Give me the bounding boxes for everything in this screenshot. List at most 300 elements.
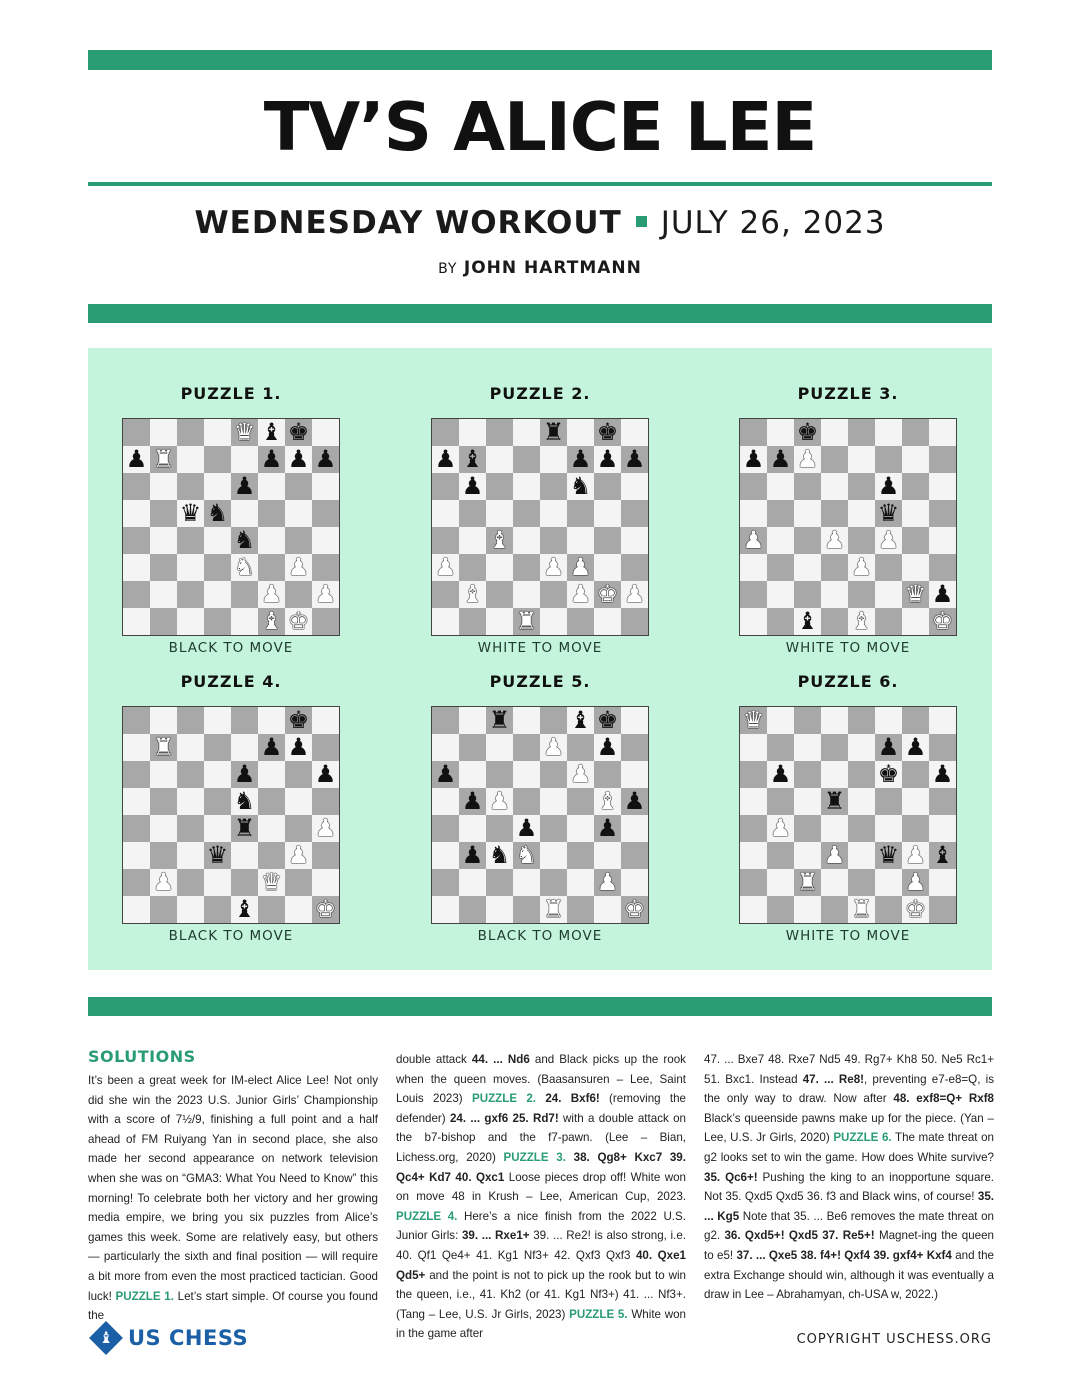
board-square xyxy=(848,869,875,896)
board-square xyxy=(594,446,621,473)
board-square xyxy=(486,896,513,923)
board-square xyxy=(740,707,767,734)
board-square xyxy=(204,500,231,527)
board-square xyxy=(459,869,486,896)
board-square xyxy=(875,446,902,473)
board-square xyxy=(767,446,794,473)
board-square xyxy=(432,554,459,581)
board-square xyxy=(312,608,339,635)
board-square xyxy=(794,554,821,581)
board-square xyxy=(258,815,285,842)
board-square xyxy=(902,734,929,761)
board-square xyxy=(459,419,486,446)
board-square xyxy=(204,815,231,842)
board-square xyxy=(177,608,204,635)
chess-board xyxy=(431,418,649,636)
board-square xyxy=(459,761,486,788)
black-pawn-icon: ♟ xyxy=(596,814,619,842)
bottom-accent-bar xyxy=(88,997,992,1016)
board-square xyxy=(231,554,258,581)
puzzles-panel xyxy=(88,348,992,970)
board-square xyxy=(513,554,540,581)
board-square xyxy=(312,500,339,527)
white-queen-icon: ♛ xyxy=(233,418,256,446)
puzzle-1 xyxy=(122,382,340,656)
board-square xyxy=(740,419,767,446)
board-square xyxy=(486,869,513,896)
board-square xyxy=(459,446,486,473)
solution-text xyxy=(536,1092,545,1105)
board-square xyxy=(875,419,902,446)
board-square xyxy=(459,788,486,815)
board-square xyxy=(594,608,621,635)
white-king-icon: ♚ xyxy=(904,895,927,923)
black-bishop-icon: ♝ xyxy=(569,706,592,734)
solution-text: It’s been a great week for IM-elect Alice Lee! Not only did she win the 2023 U.S. Junior Girls’ Championship with a score of 7½/9, finishing a full point and a half ahead of FM Ruiyang Yan in second place, she also made her second appearance on network television when she was on “GMA3: What You Need to Know” this morning! To celebrate both her victory and her growing media empire, we bring you six puzzles from Alice’s games this week. Some are relatively easy, but others — particularly the sixth and final position — will require a bit more from even the most practiced tactician. Good luck! xyxy=(88,1074,378,1303)
board-square xyxy=(513,896,540,923)
board-square xyxy=(150,500,177,527)
puzzle-reference: PUZZLE 6. xyxy=(833,1131,892,1145)
chess-board xyxy=(431,706,649,924)
board-square xyxy=(459,896,486,923)
board-square xyxy=(459,842,486,869)
black-pawn-icon: ♟ xyxy=(260,733,283,761)
board-square xyxy=(821,527,848,554)
board-square xyxy=(486,581,513,608)
top-accent-bar xyxy=(88,50,992,70)
board-square xyxy=(540,527,567,554)
board-square xyxy=(231,761,258,788)
puzzle-reference: PUZZLE 1. xyxy=(115,1289,174,1303)
solution-text: and Black picks up the rook when the queen moves. (Baasansuren – Lee, Saint Louis 2023) xyxy=(396,1053,686,1106)
board-square xyxy=(432,608,459,635)
board-square xyxy=(794,500,821,527)
white-pawn-icon: ♟ xyxy=(796,445,819,473)
board-square xyxy=(486,446,513,473)
board-square xyxy=(231,842,258,869)
white-pawn-icon: ♟ xyxy=(314,580,337,608)
board-square xyxy=(312,842,339,869)
board-square xyxy=(567,815,594,842)
black-pawn-icon: ♟ xyxy=(287,733,310,761)
logo-glyph: ♝ xyxy=(98,1328,114,1347)
black-knight-icon: ♞ xyxy=(569,472,592,500)
board-square xyxy=(540,473,567,500)
board-square xyxy=(740,761,767,788)
board-square xyxy=(204,734,231,761)
black-pawn-icon: ♟ xyxy=(931,760,954,788)
board-square xyxy=(767,842,794,869)
board-square xyxy=(567,446,594,473)
solutions-column-1 xyxy=(88,1071,378,1326)
board-square xyxy=(177,761,204,788)
board-square xyxy=(285,419,312,446)
board-square xyxy=(929,419,956,446)
board-square xyxy=(258,473,285,500)
board-square xyxy=(285,761,312,788)
board-square xyxy=(929,896,956,923)
board-square xyxy=(767,707,794,734)
solution-text: Pushing the king to an inopportune square. Not 35. Qxd5 Qxd5 36. f3 and Black wins, of course! xyxy=(704,1170,994,1204)
board-square xyxy=(513,500,540,527)
white-pawn-icon: ♟ xyxy=(542,553,565,581)
board-square xyxy=(312,896,339,923)
solution-text: Black’s queenside pawns make up for the piece. (Yan – Lee, U.S. Jr Girls, 2020) xyxy=(704,1111,994,1145)
board-square xyxy=(258,527,285,554)
board-square xyxy=(567,527,594,554)
board-square xyxy=(929,734,956,761)
board-square xyxy=(621,527,648,554)
board-square xyxy=(432,527,459,554)
byline xyxy=(88,258,992,278)
board-square xyxy=(740,608,767,635)
board-square xyxy=(513,788,540,815)
board-square xyxy=(258,869,285,896)
board-square xyxy=(150,554,177,581)
board-square xyxy=(767,419,794,446)
board-square xyxy=(875,527,902,554)
board-square xyxy=(902,842,929,869)
board-square xyxy=(902,581,929,608)
puzzle-6 xyxy=(739,670,957,944)
board-square xyxy=(794,896,821,923)
board-square xyxy=(123,500,150,527)
solution-text: and the point is not to pick up the rook but to win the queen, i.e., 41. Kh2 (or 41. Kg1 Nf3+) 41. ... Nf3+. (Tang – Lee, U.S. Jr Girls, 2023) xyxy=(396,1268,686,1321)
board-square xyxy=(177,473,204,500)
board-square xyxy=(848,788,875,815)
board-square xyxy=(123,896,150,923)
white-pawn-icon: ♟ xyxy=(260,580,283,608)
board-square xyxy=(459,707,486,734)
board-square xyxy=(875,842,902,869)
board-square xyxy=(621,446,648,473)
white-bishop-icon: ♝ xyxy=(260,607,283,635)
black-pawn-icon: ♟ xyxy=(461,472,484,500)
board-square xyxy=(540,446,567,473)
black-pawn-icon: ♟ xyxy=(596,445,619,473)
board-square xyxy=(621,707,648,734)
board-square xyxy=(594,707,621,734)
white-pawn-icon: ♟ xyxy=(569,760,592,788)
board-square xyxy=(231,869,258,896)
board-square xyxy=(231,707,258,734)
board-square xyxy=(459,608,486,635)
white-pawn-icon: ♟ xyxy=(596,868,619,896)
board-square xyxy=(432,842,459,869)
board-square xyxy=(902,761,929,788)
board-square xyxy=(150,608,177,635)
board-square xyxy=(594,815,621,842)
black-pawn-icon: ♟ xyxy=(769,445,792,473)
subtitle-date: JULY 26, 2023 xyxy=(660,205,886,241)
us-chess-logo xyxy=(88,1320,248,1356)
black-knight-icon: ♞ xyxy=(233,526,256,554)
board-square xyxy=(486,527,513,554)
board-square xyxy=(540,815,567,842)
board-square xyxy=(513,707,540,734)
black-pawn-icon: ♟ xyxy=(742,445,765,473)
board-square xyxy=(312,815,339,842)
board-square xyxy=(794,842,821,869)
black-pawn-icon: ♟ xyxy=(314,445,337,473)
board-square xyxy=(621,419,648,446)
move-notation: 35. ... Kg5 xyxy=(704,1190,994,1223)
solution-text: 39. ... Re2! is also strong, i.e. 40. Qf1 Qe4+ 41. Kg1 Nf3+ 42. Qxf3 Qxf3 xyxy=(396,1229,686,1262)
solutions-column-2 xyxy=(396,1050,686,1344)
board-square xyxy=(123,734,150,761)
white-king-icon: ♚ xyxy=(623,895,646,923)
board-square xyxy=(459,554,486,581)
board-square xyxy=(594,869,621,896)
board-square xyxy=(594,734,621,761)
white-king-icon: ♚ xyxy=(596,580,619,608)
solution-text: White won in the game after xyxy=(396,1307,686,1341)
board-square xyxy=(285,842,312,869)
white-rook-icon: ♜ xyxy=(152,445,175,473)
board-square xyxy=(123,869,150,896)
black-rook-icon: ♜ xyxy=(823,787,846,815)
board-square xyxy=(821,608,848,635)
board-square xyxy=(875,473,902,500)
board-square xyxy=(740,581,767,608)
white-bishop-icon: ♝ xyxy=(850,607,873,635)
board-square xyxy=(848,815,875,842)
board-square xyxy=(432,707,459,734)
board-square xyxy=(285,788,312,815)
board-square xyxy=(231,473,258,500)
board-square xyxy=(740,788,767,815)
black-bishop-icon: ♝ xyxy=(461,445,484,473)
white-pawn-icon: ♟ xyxy=(287,841,310,869)
board-square xyxy=(204,896,231,923)
black-pawn-icon: ♟ xyxy=(515,814,538,842)
board-square xyxy=(594,500,621,527)
copyright-notice: COPYRIGHT USCHESS.ORG xyxy=(796,1332,992,1347)
board-square xyxy=(767,527,794,554)
solution-text: double attack xyxy=(396,1053,472,1066)
board-square xyxy=(594,842,621,869)
black-bishop-icon: ♝ xyxy=(796,607,819,635)
black-king-icon: ♚ xyxy=(596,706,619,734)
board-square xyxy=(204,788,231,815)
move-notation: 44. ... Nd6 xyxy=(471,1053,530,1066)
board-square xyxy=(902,815,929,842)
board-square xyxy=(567,608,594,635)
board-square xyxy=(621,608,648,635)
board-square xyxy=(513,734,540,761)
solutions-heading: SOLUTIONS xyxy=(88,1047,196,1066)
board-square xyxy=(486,419,513,446)
board-square xyxy=(258,608,285,635)
byline-author: JOHN HARTMANN xyxy=(463,258,642,278)
board-square xyxy=(123,473,150,500)
board-square xyxy=(486,473,513,500)
board-square xyxy=(513,419,540,446)
black-pawn-icon: ♟ xyxy=(623,787,646,815)
board-square xyxy=(177,788,204,815)
board-square xyxy=(794,473,821,500)
board-square xyxy=(312,527,339,554)
board-square xyxy=(432,869,459,896)
board-square xyxy=(123,707,150,734)
board-square xyxy=(177,896,204,923)
board-square xyxy=(821,446,848,473)
board-square xyxy=(740,527,767,554)
board-square xyxy=(875,500,902,527)
board-square xyxy=(875,869,902,896)
solution-text: and the extra Exchange should win, although it was eventually a draw in Lee – Abrahamyan, ch-USA w, 2022.) xyxy=(704,1248,994,1302)
board-square xyxy=(258,842,285,869)
subtitle-series: WEDNESDAY WORKOUT xyxy=(194,205,622,241)
board-square xyxy=(875,608,902,635)
board-square xyxy=(567,500,594,527)
board-square xyxy=(767,869,794,896)
white-rook-icon: ♜ xyxy=(796,868,819,896)
board-square xyxy=(513,446,540,473)
board-square xyxy=(177,581,204,608)
board-square xyxy=(150,896,177,923)
board-square xyxy=(150,473,177,500)
black-king-icon: ♚ xyxy=(877,760,900,788)
board-square xyxy=(794,707,821,734)
board-square xyxy=(486,608,513,635)
black-queen-icon: ♛ xyxy=(877,841,900,869)
board-square xyxy=(123,761,150,788)
white-pawn-icon: ♟ xyxy=(823,526,846,554)
board-square xyxy=(848,842,875,869)
board-square xyxy=(540,788,567,815)
solution-text: (removing the defender) xyxy=(396,1092,687,1125)
board-square xyxy=(204,527,231,554)
board-square xyxy=(540,896,567,923)
puzzle-title: PUZZLE 2. xyxy=(489,384,591,403)
board-square xyxy=(740,842,767,869)
board-square xyxy=(432,761,459,788)
board-square xyxy=(204,761,231,788)
board-square xyxy=(204,419,231,446)
board-square xyxy=(513,581,540,608)
solutions-column-3 xyxy=(704,1050,994,1305)
board-square xyxy=(794,446,821,473)
board-square xyxy=(231,734,258,761)
board-square xyxy=(740,815,767,842)
board-square xyxy=(150,581,177,608)
white-pawn-icon: ♟ xyxy=(569,580,592,608)
board-square xyxy=(567,734,594,761)
board-square xyxy=(177,815,204,842)
board-square xyxy=(312,419,339,446)
solution-text: Let’s start simple. Of course you found the xyxy=(88,1289,379,1323)
board-square xyxy=(875,581,902,608)
board-square xyxy=(821,842,848,869)
puzzle-reference: PUZZLE 2. xyxy=(471,1092,537,1106)
board-square xyxy=(459,815,486,842)
white-rook-icon: ♜ xyxy=(542,895,565,923)
white-king-icon: ♚ xyxy=(931,607,954,635)
board-square xyxy=(594,554,621,581)
solution-text: Magnet-ing the queen to e5! xyxy=(704,1229,994,1262)
board-square xyxy=(540,608,567,635)
white-bishop-icon: ♝ xyxy=(596,787,619,815)
solution-text: Note that 35. ... Be6 removes the mate threat on g2. xyxy=(704,1209,994,1243)
white-pawn-icon: ♟ xyxy=(569,553,592,581)
white-bishop-icon: ♝ xyxy=(461,580,484,608)
board-square xyxy=(621,473,648,500)
board-square xyxy=(594,761,621,788)
board-square xyxy=(312,581,339,608)
board-square xyxy=(150,788,177,815)
board-square xyxy=(794,419,821,446)
board-square xyxy=(875,815,902,842)
board-square xyxy=(486,788,513,815)
solution-text: 47. ... Bxe7 48. Rxe7 Nd5 49. Rg7+ Kh8 50. Ne5 Rc1+ 51. Bxc1. Instead xyxy=(704,1053,994,1086)
chess-board xyxy=(122,418,340,636)
board-square xyxy=(204,608,231,635)
board-square xyxy=(150,419,177,446)
board-square xyxy=(740,896,767,923)
board-square xyxy=(821,734,848,761)
black-queen-icon: ♛ xyxy=(206,841,229,869)
black-pawn-icon: ♟ xyxy=(287,445,310,473)
board-square xyxy=(567,788,594,815)
board-square xyxy=(740,473,767,500)
board-square xyxy=(150,869,177,896)
board-square xyxy=(486,734,513,761)
black-pawn-icon: ♟ xyxy=(233,760,256,788)
board-square xyxy=(821,788,848,815)
board-square xyxy=(312,734,339,761)
board-square xyxy=(594,527,621,554)
board-square xyxy=(177,734,204,761)
board-square xyxy=(204,581,231,608)
black-knight-icon: ♞ xyxy=(233,787,256,815)
board-square xyxy=(567,896,594,923)
white-rook-icon: ♜ xyxy=(515,607,538,635)
board-square xyxy=(258,554,285,581)
board-square xyxy=(875,554,902,581)
white-rook-icon: ♜ xyxy=(850,895,873,923)
board-square xyxy=(231,419,258,446)
board-square xyxy=(312,707,339,734)
board-square xyxy=(621,842,648,869)
side-to-move: BLACK TO MOVE xyxy=(168,928,294,944)
board-square xyxy=(258,734,285,761)
move-notation: 47. ... Re8! xyxy=(802,1072,865,1086)
board-square xyxy=(123,815,150,842)
board-square xyxy=(285,608,312,635)
board-square xyxy=(285,500,312,527)
board-square xyxy=(621,554,648,581)
black-rook-icon: ♜ xyxy=(233,814,256,842)
board-square xyxy=(848,500,875,527)
black-king-icon: ♚ xyxy=(596,418,619,446)
board-square xyxy=(594,419,621,446)
black-rook-icon: ♜ xyxy=(542,418,565,446)
black-bishop-icon: ♝ xyxy=(260,418,283,446)
board-square xyxy=(177,419,204,446)
white-knight-icon: ♞ xyxy=(515,841,538,869)
board-square xyxy=(204,869,231,896)
board-square xyxy=(594,473,621,500)
board-square xyxy=(902,788,929,815)
solution-text: Loose pieces drop off! White won on move 48 in Krush – Lee, American Cup, 2023. xyxy=(396,1170,686,1204)
board-square xyxy=(902,554,929,581)
board-square xyxy=(821,500,848,527)
board-square xyxy=(459,734,486,761)
board-square xyxy=(929,707,956,734)
black-pawn-icon: ♟ xyxy=(904,733,927,761)
board-square xyxy=(767,581,794,608)
